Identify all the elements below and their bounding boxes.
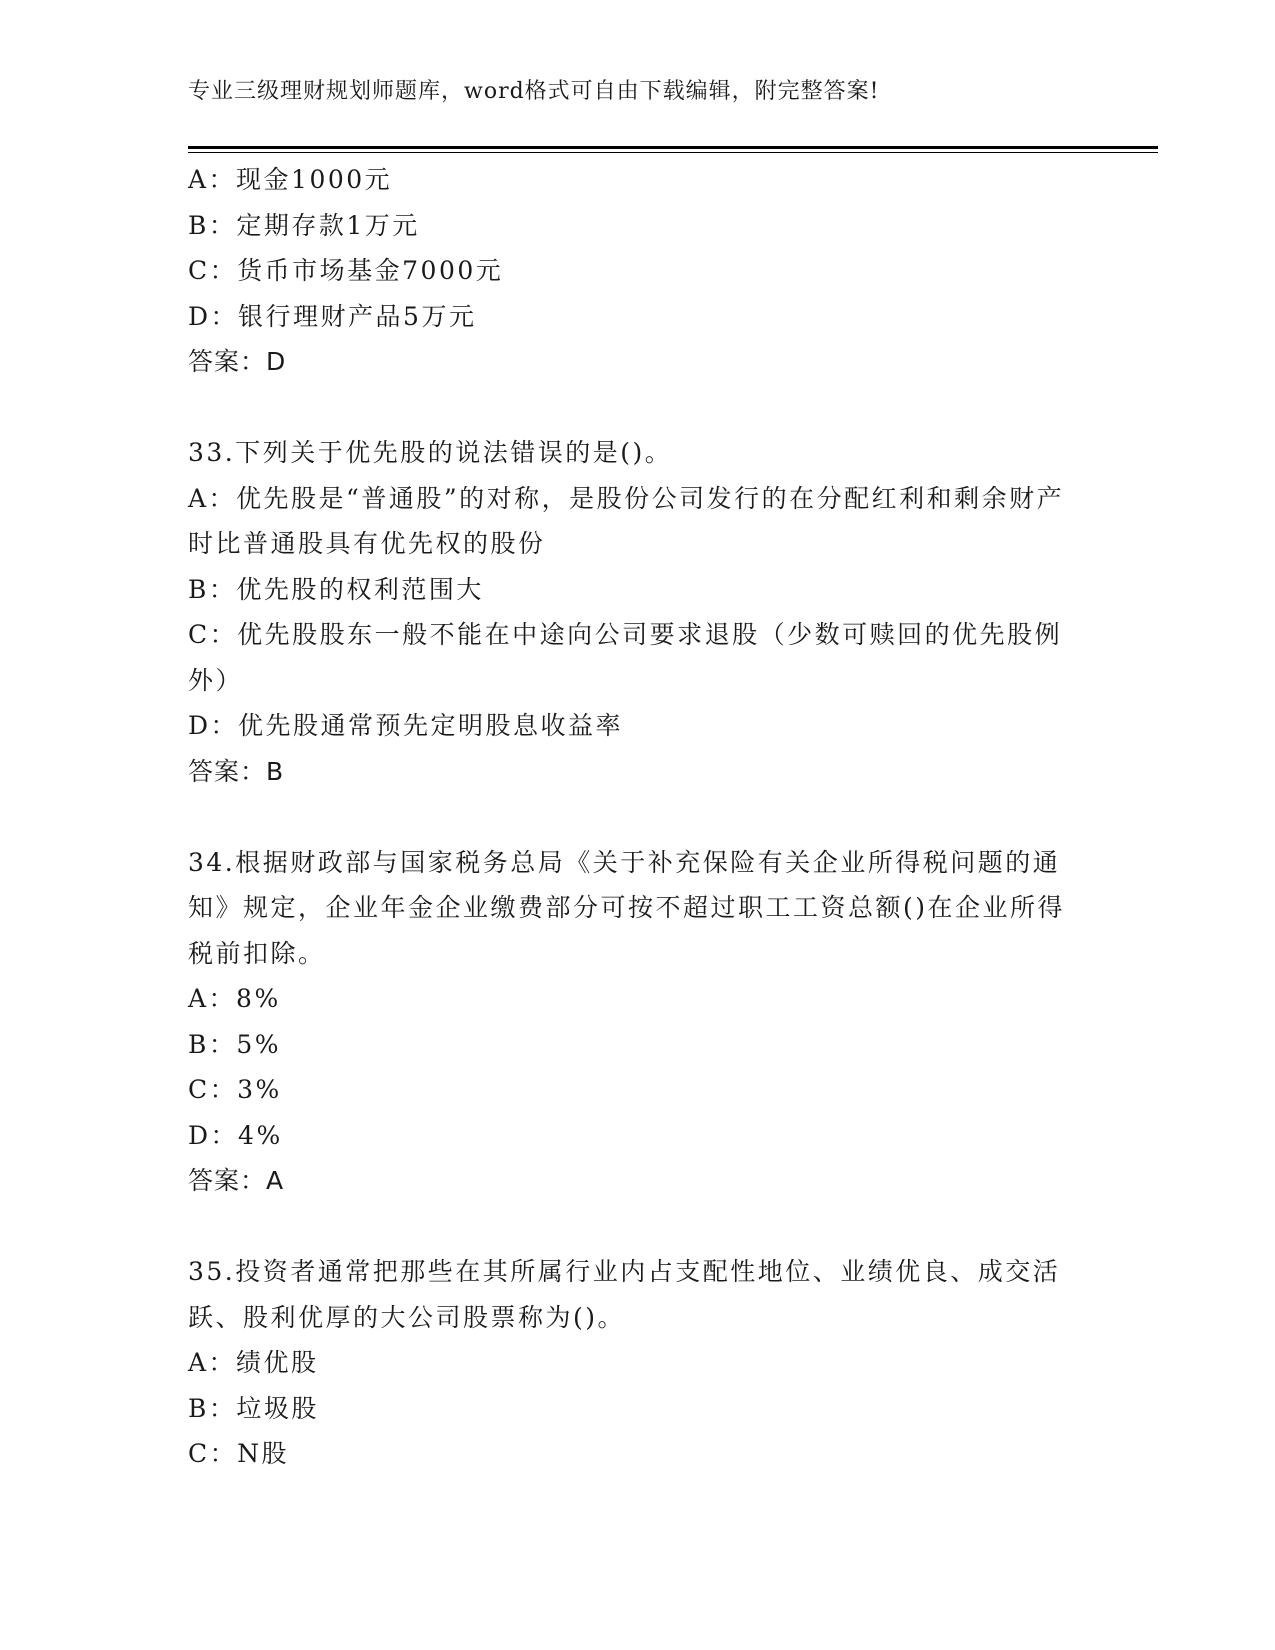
question-32 xyxy=(188,157,1088,385)
option-a: A：现金1000元 xyxy=(188,165,393,194)
option-c: C：3% xyxy=(188,1075,282,1104)
option-a: A：绩优股 xyxy=(188,1348,319,1377)
question-35 xyxy=(188,1249,1088,1477)
spacer xyxy=(188,794,1088,840)
answer: 答案：A xyxy=(188,1166,285,1195)
question-34 xyxy=(188,840,1088,1204)
answer: 答案：B xyxy=(188,756,285,786)
header-rule-thin xyxy=(188,152,1158,153)
question-33 xyxy=(188,430,1088,794)
page-header: 专业三级理财规划师题库，word格式可自由下载编辑，附完整答案! xyxy=(188,79,880,104)
option-c: C：货币市场基金7000元 xyxy=(188,256,504,285)
question-stem: 34.根据财政部与国家税务总局《关于补充保险有关企业所得税问题的通知》规定，企业年金企业缴费部分可按不超过职工工资总额()在企业所得税前扣除。 xyxy=(188,847,1066,968)
option-d: D：4% xyxy=(188,1120,283,1150)
spacer xyxy=(188,385,1088,431)
option-d: D：优先股通常预先定明股息收益率 xyxy=(188,711,624,740)
option-b: B：垃圾股 xyxy=(188,1393,319,1423)
option-b: B：5% xyxy=(188,1029,282,1059)
option-c: C：优先股股东一般不能在中途向公司要求退股（少数可赎回的优先股例外） xyxy=(188,620,1063,695)
option-d: D：银行理财产品5万元 xyxy=(188,301,477,331)
header-rule-thick xyxy=(188,146,1158,149)
option-a: A：8% xyxy=(188,984,281,1013)
option-a: A：优先股是“普通股”的对称，是股份公司发行的在分配红利和剩余财产时比普通股具有优先权的股份 xyxy=(188,483,1065,558)
answer: 答案：D xyxy=(188,347,287,376)
option-c: C：N股 xyxy=(188,1439,290,1468)
question-stem: 33.下列关于优先股的说法错误的是()。 xyxy=(188,438,673,467)
spacer xyxy=(188,1204,1088,1250)
question-list xyxy=(188,157,1088,1477)
option-b: B：优先股的权利范围大 xyxy=(188,574,484,604)
option-b: B：定期存款1万元 xyxy=(188,210,420,240)
question-stem: 35.投资者通常把那些在其所属行业内占支配性地位、业绩优良、成交活跃、股利优厚的大公司股票称为()。 xyxy=(188,1257,1061,1332)
